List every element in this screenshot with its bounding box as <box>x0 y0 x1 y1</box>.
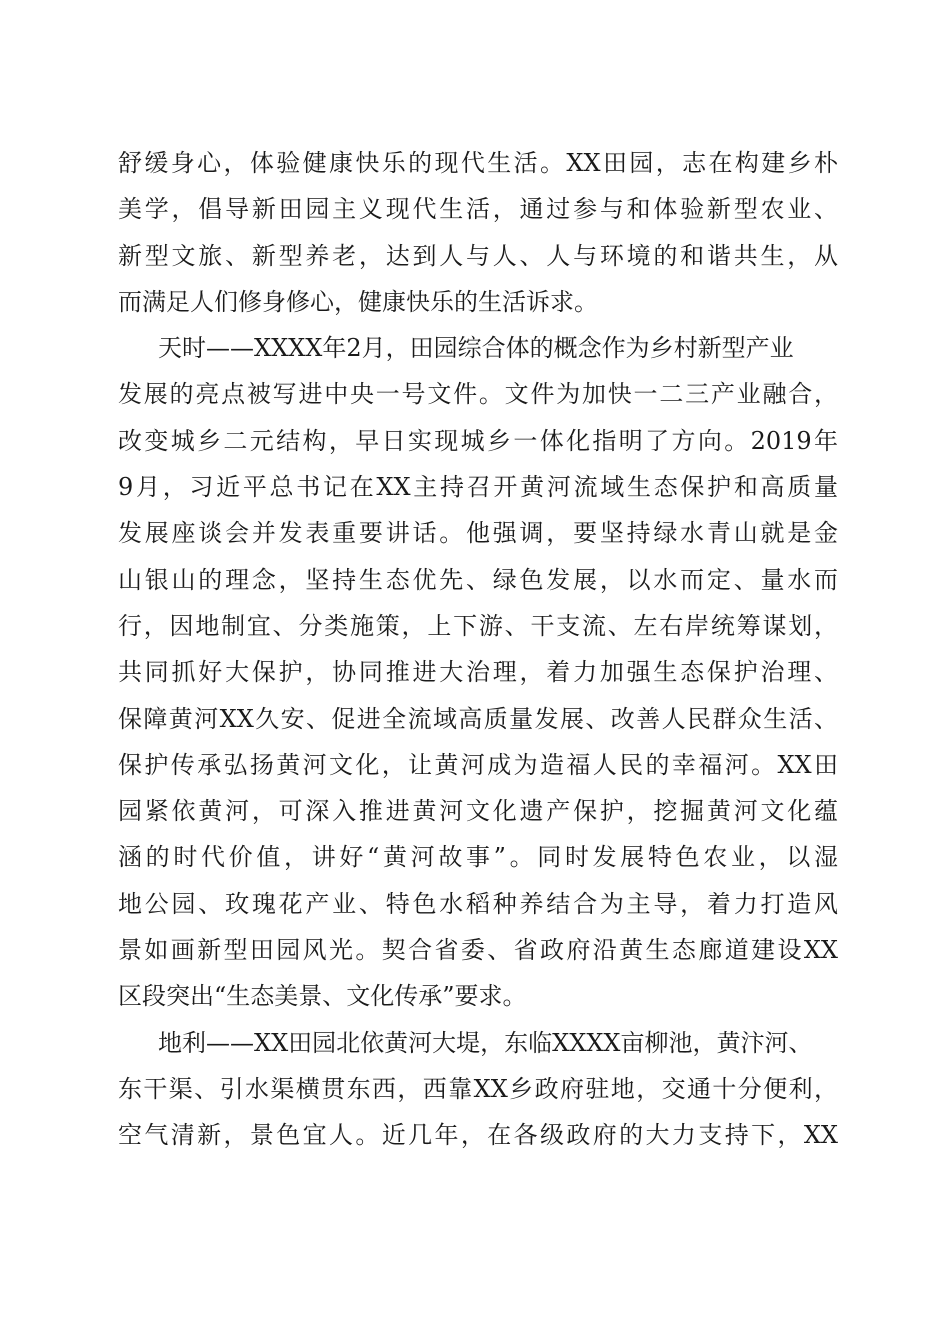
text-line: 保护传承弘扬黄河文化，让黄河成为造福人民的幸福河。XX田 <box>118 750 838 779</box>
paragraph-start-line: 天时——XXXX年2月，田园综合体的概念作为乡村新型产业 <box>158 334 794 363</box>
text-line: 新型文旅、新型养老，达到人与人、人与环境的和谐共生，从 <box>118 241 838 270</box>
text-line: 景如画新型田园风光。契合省委、省政府沿黄生态廊道建设XX <box>118 936 838 965</box>
text-line: 舒缓身心，体验健康快乐的现代生活。XX田园，志在构建乡朴 <box>118 149 838 177</box>
text-line: 而满足人们修身修心，健康快乐的生活诉求。 <box>118 287 598 316</box>
text-line: 发展的亮点被写进中央一号文件。文件为加快一二三产业融合， <box>118 380 838 409</box>
text-line: 改变城乡二元结构，早日实现城乡一体化指明了方向。2019年 <box>118 426 838 455</box>
body-text <box>118 140 838 1159</box>
text-line: 东干渠、引水渠横贯东西，西靠XX乡政府驻地，交通十分便利， <box>118 1074 838 1103</box>
text-line: 保障黄河XX久安、促进全流域高质量发展、改善人民群众生活、 <box>118 704 838 733</box>
text-line: 共同抓好大保护，协同推进大治理，着力加强生态保护治理、 <box>118 658 838 687</box>
text-line: 9月，习近平总书记在XX主持召开黄河流域生态保护和高质量 <box>118 473 838 502</box>
paragraph-start-line: 地利——XX田园北依黄河大堤，东临XXXX亩柳池，黄汴河、 <box>158 1028 813 1057</box>
text-line: 园紧依黄河，可深入推进黄河文化遗产保护，挖掘黄河文化蕴 <box>118 797 838 826</box>
text-line: 美学，倡导新田园主义现代生活，通过参与和体验新型农业、 <box>118 195 838 224</box>
text-line: 地公园、玫瑰花产业、特色水稻种养结合为主导，着力打造风 <box>118 889 838 918</box>
text-line: 行，因地制宜、分类施策，上下游、干支流、左右岸统筹谋划， <box>118 611 838 640</box>
text-line: 发展座谈会并发表重要讲话。他强调，要坚持绿水青山就是金 <box>118 519 838 548</box>
text-line: 涵的时代价值，讲好“黄河故事”。同时发展特色农业，以湿 <box>118 843 838 872</box>
text-line: 空气清新，景色宜人。近几年，在各级政府的大力支持下，XX <box>118 1121 838 1150</box>
text-line: 区段突出“生态美景、文化传承”要求。 <box>118 982 527 1011</box>
text-line: 山银山的理念，坚持生态优先、绿色发展，以水而定、量水而 <box>118 565 838 594</box>
